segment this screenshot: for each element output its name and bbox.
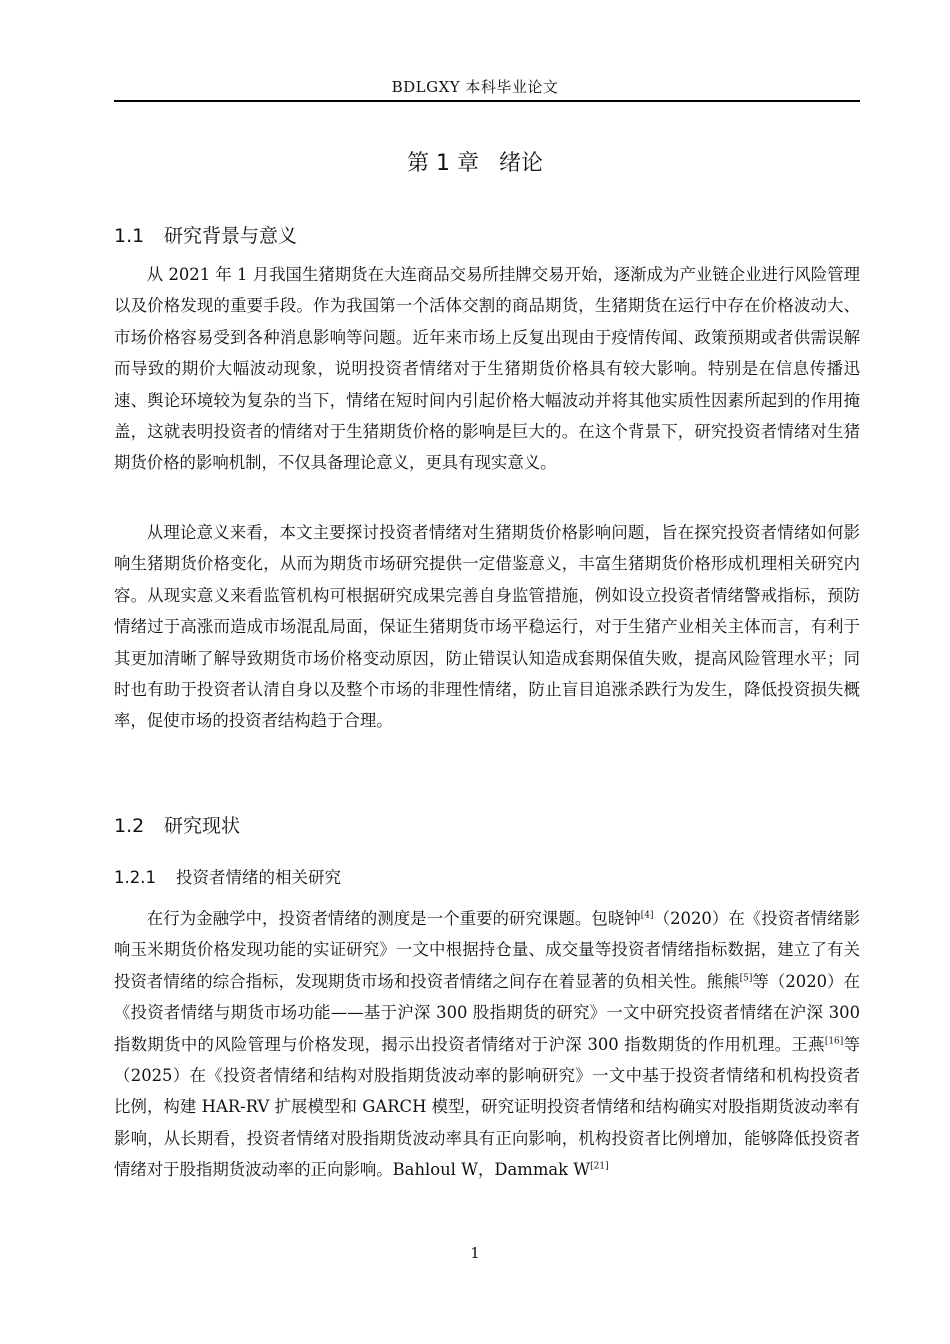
section-number: 1.2: [114, 815, 145, 837]
section-number: 1.1: [114, 225, 145, 247]
subsection-number: 1.2.1: [114, 868, 156, 887]
chapter-title: [0, 146, 950, 177]
subsection-heading-1-2-1: [114, 864, 341, 888]
citation-ref: [5]: [739, 973, 753, 984]
section-heading-1-1: [114, 221, 297, 248]
section-title-text: 研究现状: [164, 815, 241, 837]
subsection-title-text: 投资者情绪的相关研究: [176, 868, 341, 887]
text-run: 等（2020）在《投资者情绪与期货市场功能——基于沪深 300 股指期货的研究》一文中研究投资者情绪在沪深 300 指数期货中的风险管理与价格发现，揭示出投资者情绪对于沪深 300 指数期货的作用机理。王燕: [114, 971, 860, 1054]
text-run: 等（2025）在《投资者情绪和结构对股指期货波动率的影响研究》一文中基于投资者情绪和机构投资者比例，构建 HAR-RV 扩展模型和 GARCH 模型，研究证明投资者情绪和结构确实对股指期货波动率有影响，从长期看，投资者情绪对股指期货波动率具有正向影响，机构投资者比例增加，能够降低投资者情绪对于股指期货波动率的正向影响。Bahloul W，Dammak W: [114, 1034, 861, 1180]
header-rule: [114, 100, 860, 102]
chapter-name: 绪论: [498, 151, 543, 176]
running-header: BDLGXY 本科毕业论文: [391, 78, 559, 96]
paragraph-investor-sentiment: [114, 903, 860, 1186]
paragraph-background: 从 2021 年 1 月我国生猪期货在大连商品交易所挂牌交易开始，逐渐成为产业链企业进行风险管理以及价格发现的重要手段。作为我国第一个活体交割的商品期货，生猪期货在运行中存在价格波动大、市场价格容易受到各种消息影响等问题。近年来市场上反复出现由于疫情传闻、政策预期或者供需误解而导致的期价大幅波动现象，说明投资者情绪对于生猪期货价格具有较大影响。特别是在信息传播迅速、舆论环境较为复杂的当下，情绪在短时间内引起价格大幅波动并将其他实质性因素所起到的作用掩盖，这就表明投资者的情绪对于生猪期货价格的影响是巨大的。在这个背景下，研究投资者情绪对生猪期货价格的影响机制，不仅具备理论意义，更具有现实意义。: [114, 265, 860, 473]
chapter-number: 第 1 章: [407, 151, 479, 176]
citation-ref: [21]: [590, 1161, 609, 1172]
citation-ref: [4]: [640, 910, 654, 921]
text-run: 在行为金融学中，投资者情绪的测度是一个重要的研究课题。包晓钟: [146, 909, 641, 928]
text-run: （2020）在《投资者情绪影响玉米期货价格发现功能的实证研究》一文中根据持仓量、成交量等投资者情绪指标数据，建立了有关投资者情绪的综合指标，发现期货市场和投资者情绪之间存在着显著的负相关性。熊熊: [114, 909, 860, 991]
citation-ref: [16]: [824, 1036, 844, 1047]
paragraph-significance: 从理论意义来看，本文主要探讨投资者情绪对生猪期货价格影响问题，旨在探究投资者情绪如何影响生猪期货价格变化，从而为期货市场研究提供一定借鉴意义，丰富生猪期货价格形成机理相关研究内容。从现实意义来看监管机构可根据研究成果完善自身监管措施，例如设立投资者情绪警戒指标，预防情绪过于高涨而造成市场混乱局面，保证生猪期货市场平稳运行，对于生猪产业相关主体而言，有利于其更加清晰了解导致期货市场价格变动原因，防止错误认知造成套期保值失败，提高风险管理水平；同时也有助于投资者认清自身以及整个市场的非理性情绪，防止盲目追涨杀跌行为发生，降低投资损失概率，促使市场的投资者结构趋于合理。: [114, 523, 860, 731]
section-title-text: 研究背景与意义: [164, 225, 298, 247]
section-heading-1-2: [114, 811, 240, 838]
page-number: 1: [470, 1244, 480, 1262]
